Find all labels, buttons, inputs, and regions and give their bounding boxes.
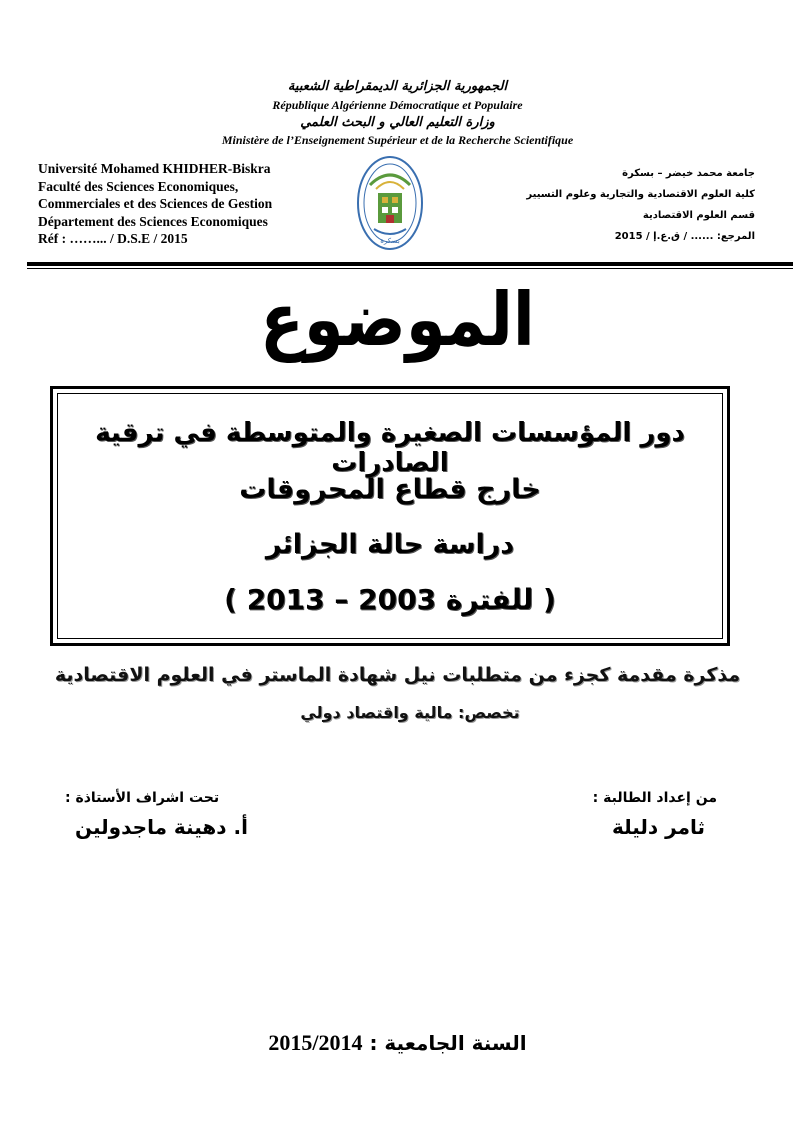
subject-heading: الموضوع bbox=[260, 278, 535, 364]
ministry-arabic: وزارة التعليم العالي و البحث العلمي bbox=[300, 115, 495, 130]
academic-year-value: 2015/2014 bbox=[268, 1030, 363, 1055]
thesis-title-line-1: دور المؤسسات الصغيرة والمتوسطة في ترقية الصادرات bbox=[95, 418, 685, 478]
republic-arabic: الجمهورية الجزائرية الديمقراطية الشعبية bbox=[287, 79, 508, 94]
thesis-title-line-2: خارج قطاع المحروقات bbox=[239, 474, 541, 505]
faculty-name-ar: كلية العلوم الاقتصادية والتجارية وعلوم التسيير bbox=[526, 189, 755, 200]
university-name-ar: جامعة محمد خيضر – بسكرة bbox=[622, 168, 755, 179]
institution-arabic-block bbox=[526, 163, 755, 247]
header-divider-thick bbox=[27, 262, 793, 266]
academic-year-label: السنة الجامعية : bbox=[369, 1031, 527, 1055]
header-divider-thin bbox=[27, 268, 793, 269]
student-name: ثامر دليلة bbox=[611, 815, 705, 839]
thesis-title-line-3: دراسة حالة الجزائر bbox=[265, 529, 515, 560]
department-name-ar: قسم العلوم الاقتصادية bbox=[642, 210, 755, 221]
reference-fr: Réf : ……... / D.S.E / 2015 bbox=[38, 231, 188, 246]
ministry-french: Ministère de l’Enseignement Supérieur et de la Recherche Scientifique bbox=[221, 133, 574, 147]
institution-french-block bbox=[38, 160, 272, 248]
republic-french: République Algérienne Démocratique et Populaire bbox=[272, 98, 523, 112]
specialty: تخصص: مالية واقتصاد دولي bbox=[300, 703, 520, 722]
student-label: من إعداد الطالبة : bbox=[592, 790, 717, 806]
faculty-name-fr-cont: Commerciales et des Sciences de Gestion bbox=[38, 196, 273, 211]
memo-description: مذكرة مقدمة كجزء من متطلبات نيل شهادة الماستر في العلوم الاقتصادية bbox=[54, 664, 741, 686]
university-seal-icon bbox=[356, 155, 424, 251]
supervisor-name: أ. دهينة ماجدولين bbox=[75, 815, 248, 839]
svg-text:بسكرة: بسكرة bbox=[380, 237, 400, 245]
faculty-name-fr: Faculté des Sciences Economiques, bbox=[38, 178, 239, 194]
academic-year bbox=[0, 1030, 795, 1056]
department-name-fr: Département des Sciences Economiques bbox=[38, 213, 268, 229]
supervisor-label: تحت اشراف الأستاذة : bbox=[65, 790, 220, 806]
reference-ar: المرجع: ...... / ق.ع.إ / 2015 bbox=[614, 231, 755, 242]
thesis-title-period: ( للفترة 2003 – 2013 ) bbox=[224, 583, 556, 616]
university-name-fr: Université Mohamed KHIDHER-Biskra bbox=[38, 161, 271, 176]
